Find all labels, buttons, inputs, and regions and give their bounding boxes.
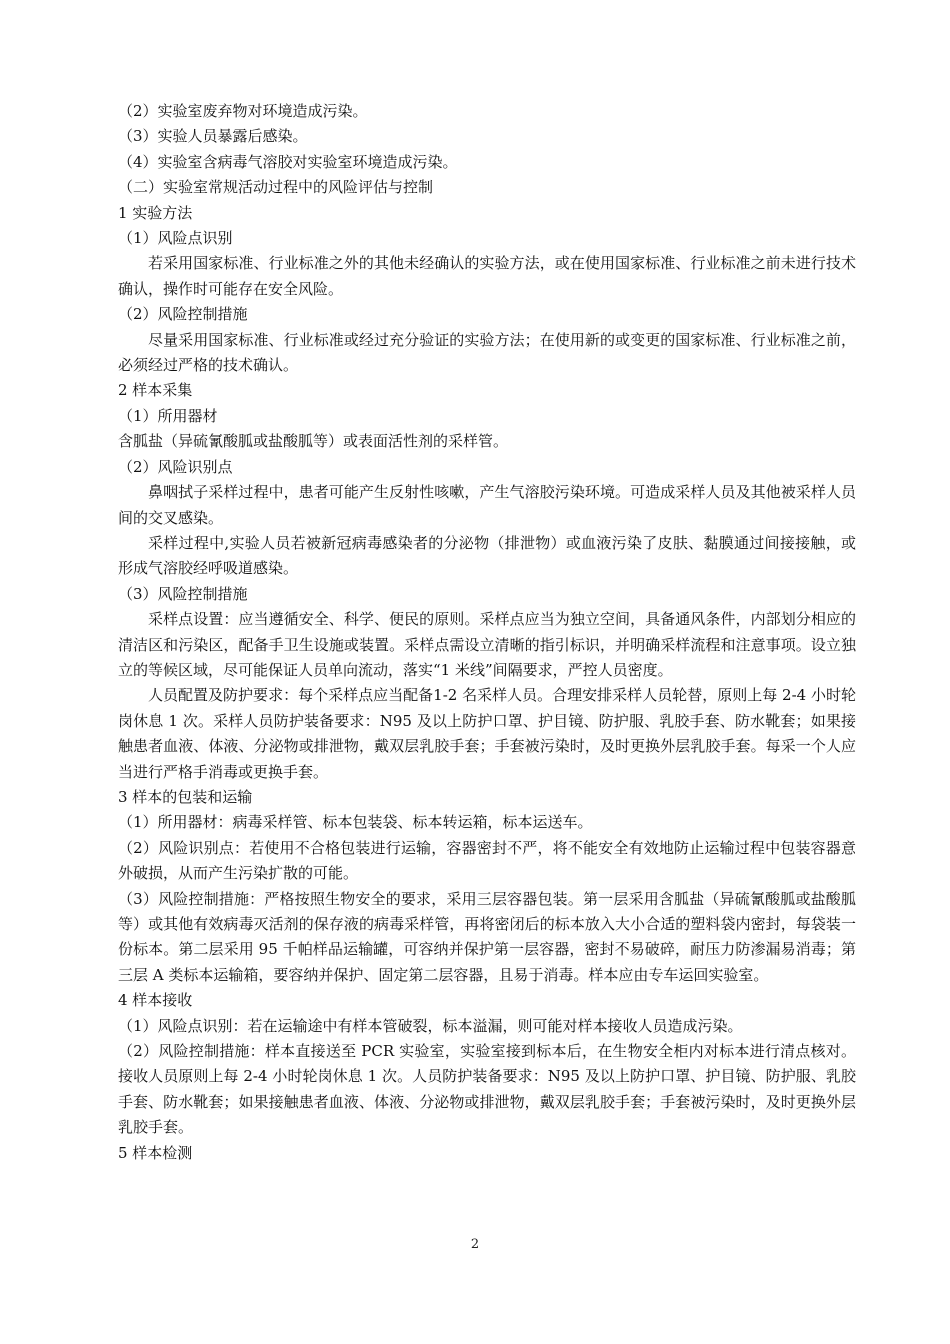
item-heading: （1）风险点识别 bbox=[118, 229, 233, 248]
paragraph: 鼻咽拭子采样过程中，患者可能产生反射性咳嗽，产生气溶胶污染环境。可造成采样人员及其他被采样人员间的交叉感染。 bbox=[118, 483, 856, 527]
subsection-heading: 3 样本的包装和运输 bbox=[118, 787, 253, 806]
section-heading: （二）实验室常规活动过程中的风险评估与控制 bbox=[118, 178, 434, 197]
item-heading: （2）风险控制措施 bbox=[118, 305, 248, 324]
document-body bbox=[118, 99, 856, 1166]
list-item: （1）所用器材：病毒采样管、标本包装袋、标本转运箱，标本运送车。 bbox=[118, 813, 593, 832]
item-heading: （1）所用器材 bbox=[118, 406, 218, 425]
list-item: （3）风险控制措施：严格按照生物安全的要求，采用三层容器包装。第一层采用含胍盐（异硫氰酸胍或盐酸胍等）或其他有效病毒灭活剂的保存液的病毒采样管，再将密闭后的标本放入大小合适的塑料袋内密封，每袋装一份标本。第二层采用 95 千帕样品运输罐，可容纳并保护第一层容器，密封不易破碎，耐压力防渗漏易消毒；第三层 A 类标本运输箱，要容纳并保护、固定第二层容器，且易于消毒。样本应由专车运回实验室。 bbox=[118, 889, 856, 984]
subsection-heading: 5 样本检测 bbox=[118, 1143, 193, 1162]
subsection-heading: 1 实验方法 bbox=[118, 203, 193, 222]
paragraph: 含胍盐（异硫氰酸胍或盐酸胍等）或表面活性剂的采样管。 bbox=[118, 432, 509, 451]
list-item: （3）实验人员暴露后感染。 bbox=[118, 127, 308, 146]
list-item: （2）风险控制措施：样本直接送至 PCR 实验室，实验室接到标本后，在生物安全柜内对标本进行清点核对。接收人员原则上每 2-4 小时轮岗休息 1 次。人员防护装备要求：N95 及以上防护口罩、护目镜、防护服、乳胶手套、防水靴套；如果接触患者血液、体液、分泌物或排泄物，戴双层乳胶手套；手套被污染时，及时更换外层乳胶手套。 bbox=[118, 1042, 856, 1137]
list-item: （1）风险点识别：若在运输途中有样本管破裂，标本溢漏，则可能对样本接收人员造成污染。 bbox=[118, 1016, 743, 1035]
list-item: （4）实验室含病毒气溶胶对实验室环境造成污染。 bbox=[118, 152, 458, 171]
item-heading: （3）风险控制措施 bbox=[118, 584, 248, 603]
subsection-heading: 4 样本接收 bbox=[118, 991, 193, 1010]
paragraph: 采样过程中,实验人员若被新冠病毒感染者的分泌物（排泄物）或血液污染了皮肤、黏膜通过间接接触，或形成气溶胶经呼吸道感染。 bbox=[118, 533, 856, 578]
page-number: 2 bbox=[470, 1237, 480, 1252]
paragraph: 若采用国家标准、行业标准之外的其他未经确认的实验方法，或在使用国家标准、行业标准之前未进行技术确认，操作时可能存在安全风险。 bbox=[118, 254, 856, 298]
subsection-heading: 2 样本采集 bbox=[118, 381, 193, 400]
paragraph: 人员配置及防护要求：每个采样点应当配备1-2 名采样人员。合理安排采样人员轮替，原则上每 2-4 小时轮岗休息 1 次。采样人员防护装备要求：N95 及以上防护口罩、护目镜、防护服、乳胶手套、防水靴套；如果接触患者血液、体液、分泌物或排泄物，戴双层乳胶手套；手套被污染时，及时更换外层乳胶手套。每采一个人应当进行严格手消毒或更换手套。 bbox=[118, 686, 856, 781]
list-item: （2）实验室废弃物对环境造成污染。 bbox=[118, 102, 368, 120]
paragraph: 采样点设置：应当遵循安全、科学、便民的原则。采样点应当为独立空间，具备通风条件，内部划分相应的清洁区和污染区，配备手卫生设施或装置。采样点需设立清晰的指引标识，并明确采样流程和注意事项。设立独立的等候区域，尽可能保证人员单向流动，落实“1 米线”间隔要求，严控人员密度。 bbox=[118, 610, 856, 679]
paragraph: 尽量采用国家标准、行业标准或经过充分验证的实验方法；在使用新的或变更的国家标准、行业标准之前，必须经过严格的技术确认。 bbox=[118, 330, 856, 375]
item-heading: （2）风险识别点 bbox=[118, 457, 233, 476]
list-item: （2）风险识别点：若使用不合格包装进行运输，容器密封不严，将不能安全有效地防止运输过程中包装容器意外破损，从而产生污染扩散的可能。 bbox=[118, 838, 856, 883]
